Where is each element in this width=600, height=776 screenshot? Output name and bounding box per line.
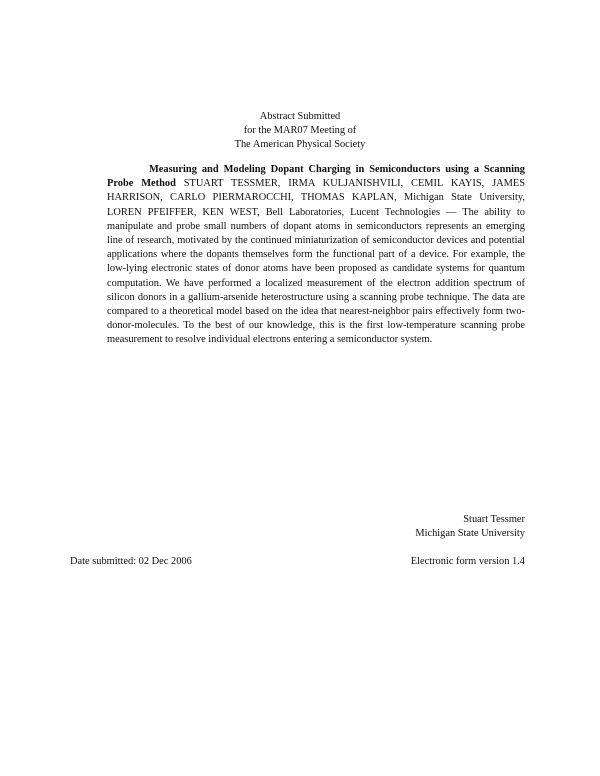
abstract-authors: STUART TESSMER, IRMA KULJANISHVILI, CEMIL KAYIS, JAMES HARRISON, CARLO PIERMAROCCHI, THOMAS KAPLAN, Michigan State University, LOREN PFEIFFER, KEN WEST, Bell Laboratories, Lucent Technologies <box>107 178 525 218</box>
abstract-separator: — <box>440 206 463 218</box>
form-version: Electronic form version 1.4 <box>410 556 525 567</box>
header-line-meeting: for the MAR07 Meeting of <box>243 125 357 136</box>
signature-block <box>415 513 525 541</box>
signature-name: Stuart Tessmer <box>463 514 525 525</box>
header-line-society: The American Physical Society <box>234 139 366 150</box>
date-submitted: Date submitted: 02 Dec 2006 <box>70 556 192 567</box>
abstract-paragraph <box>107 163 525 348</box>
header-line-abstract-submitted: Abstract Submitted <box>259 111 341 122</box>
abstract-body: The ability to manipulate and probe small numbers of dopant atoms in semiconductors represents an emerging line of research, motivated by the continued miniaturization of semiconductor devices and potential applications where the dopants themselves form the functional part of a device. For example, the low-lying electronic states of donor atoms have been proposed as candidate systems for quantum computation. We have performed a localized measurement of the electron addition spectrum of silicon donors in a gallium-arsenide heterostructure using a scanning probe technique. The data are compared to a theoretical model based on the idea that nearest-neighbor pairs effectively form two-donor-molecules. To the best of our knowledge, this is the first low-temperature scanning probe measurement to resolve individual electrons entering a semiconductor system. <box>107 206 525 346</box>
submission-header <box>0 110 600 152</box>
abstract-title: Measuring and Modeling Dopant Charging in Semiconductors using a Scanning Probe Method <box>107 164 525 190</box>
signature-affiliation: Michigan State University <box>415 528 525 539</box>
